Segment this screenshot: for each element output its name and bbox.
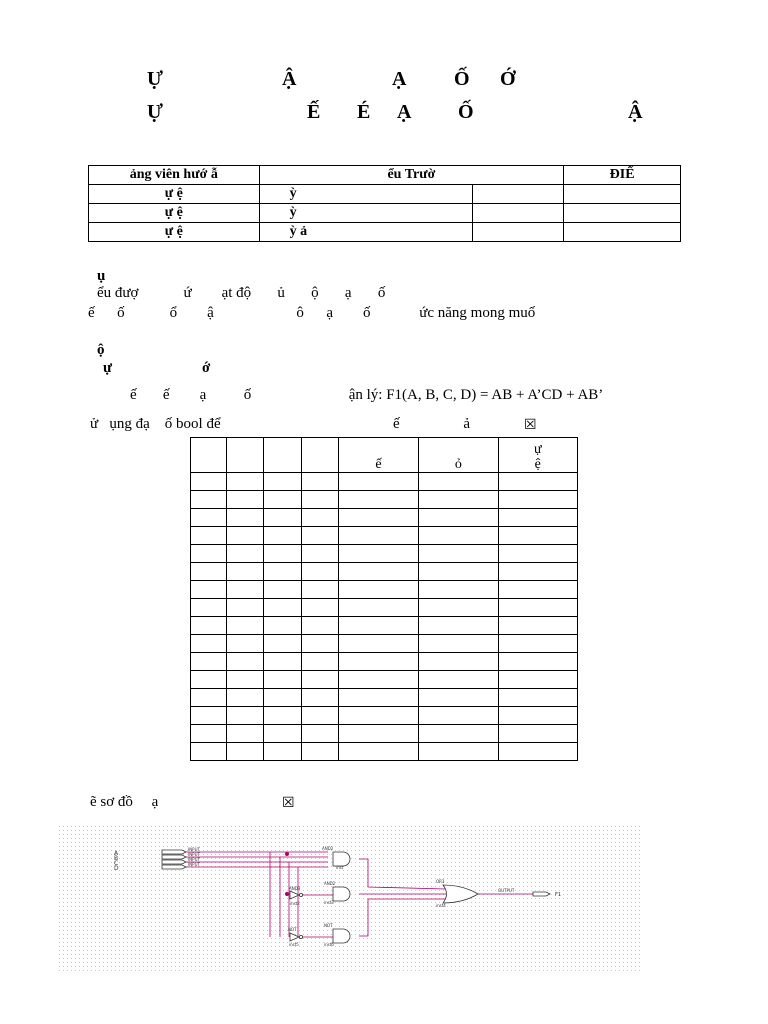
table-cell[interactable] (338, 473, 418, 491)
table-cell: ỳ ả (259, 223, 473, 242)
header-glyph: Ế (307, 101, 321, 123)
table-cell[interactable] (264, 491, 301, 509)
table-cell[interactable] (498, 599, 577, 617)
table-cell[interactable] (264, 545, 301, 563)
table-cell[interactable] (227, 725, 264, 743)
table-cell[interactable] (419, 491, 498, 509)
output-pin (533, 892, 550, 896)
table-cell[interactable] (191, 653, 227, 671)
table-cell[interactable] (419, 653, 498, 671)
table-header-cell (264, 438, 301, 473)
table-cell[interactable] (227, 599, 264, 617)
header-glyph: Ậ (628, 101, 643, 123)
table-cell[interactable] (419, 671, 498, 689)
table-cell[interactable] (338, 563, 418, 581)
table-cell[interactable] (191, 725, 227, 743)
table-row (191, 509, 578, 527)
input-tag: INPUT (188, 847, 200, 852)
input-pin (162, 865, 186, 869)
table-header-cell (301, 438, 338, 473)
table-cell[interactable] (419, 617, 498, 635)
table-cell[interactable] (419, 707, 498, 725)
table-cell[interactable] (498, 491, 577, 509)
table-header-cell (338, 438, 418, 473)
table-cell[interactable] (191, 743, 227, 761)
table-cell[interactable] (338, 509, 418, 527)
table-cell: ĐIỂ (564, 166, 681, 185)
table-row (191, 725, 578, 743)
table-cell[interactable] (191, 689, 227, 707)
header-text: ế (375, 457, 382, 472)
table-row (191, 707, 578, 725)
wire-junction (285, 852, 289, 856)
table-cell: ự ệ (89, 185, 260, 204)
table-cell[interactable] (227, 671, 264, 689)
table-row (191, 671, 578, 689)
table-cell[interactable] (227, 743, 264, 761)
table-cell[interactable] (191, 581, 227, 599)
not-bubble (299, 893, 302, 896)
table-cell[interactable] (419, 545, 498, 563)
table-cell[interactable] (264, 743, 301, 761)
section-heading: ụ (97, 268, 106, 284)
table-cell[interactable] (264, 671, 301, 689)
not-bubble (299, 935, 302, 938)
inst-label: inst (336, 865, 344, 870)
table-cell (564, 204, 681, 223)
table-row (191, 653, 578, 671)
table-cell[interactable] (301, 725, 338, 743)
table-row (191, 635, 578, 653)
task-text: ế ả (393, 416, 471, 432)
output-tag: OUTPUT (498, 888, 515, 893)
table-cell[interactable] (498, 707, 577, 725)
table-cell: ự ệ (89, 223, 260, 242)
info-table (88, 165, 681, 242)
section-subheading: ự ớ (103, 360, 211, 376)
inst-label: inst4 (436, 903, 446, 908)
table-cell[interactable] (264, 527, 301, 545)
table-cell[interactable] (301, 527, 338, 545)
table-cell[interactable] (191, 617, 227, 635)
grid-background (58, 825, 640, 973)
table-row (191, 689, 578, 707)
checkbox-icon[interactable]: ☒ (524, 417, 537, 433)
table-cell[interactable] (227, 509, 264, 527)
table-cell[interactable] (301, 509, 338, 527)
table-header-row (191, 438, 578, 473)
table-header-cell (419, 438, 498, 473)
table-cell[interactable] (227, 545, 264, 563)
table-cell[interactable] (227, 527, 264, 545)
paragraph-line: ểu đượ ứ ạt độ ủ ộ ạ ố (97, 285, 386, 301)
table-cell[interactable] (338, 617, 418, 635)
input-pin-label: D (114, 865, 119, 872)
table-cell[interactable] (338, 599, 418, 617)
table-cell[interactable] (338, 653, 418, 671)
input-tag: INPUT (188, 862, 200, 867)
table-row (191, 527, 578, 545)
table-cell: ểu Trườ (259, 166, 564, 185)
table-cell[interactable] (419, 743, 498, 761)
table-cell[interactable] (338, 689, 418, 707)
header-glyph: É (357, 101, 371, 123)
table-cell[interactable] (227, 707, 264, 725)
table-cell (564, 185, 681, 204)
table-cell[interactable] (264, 563, 301, 581)
table-cell[interactable] (498, 545, 577, 563)
table-cell[interactable] (498, 473, 577, 491)
inst-label: inst2 (290, 901, 300, 906)
table-cell[interactable] (191, 527, 227, 545)
gate-label: AND3 (289, 886, 301, 891)
table-cell[interactable] (338, 581, 418, 599)
input-pin (162, 855, 186, 859)
table-cell[interactable] (301, 635, 338, 653)
table-cell[interactable] (227, 491, 264, 509)
table-cell[interactable] (301, 653, 338, 671)
table-cell[interactable] (301, 563, 338, 581)
table-cell[interactable] (301, 581, 338, 599)
and-gate (333, 852, 350, 866)
table-cell: ỳ (259, 204, 473, 223)
table-cell[interactable] (338, 743, 418, 761)
table-cell[interactable] (301, 599, 338, 617)
table-cell (473, 223, 564, 242)
checkbox-icon[interactable]: ☒ (282, 795, 295, 811)
header-text: ệ (534, 457, 541, 472)
table-cell[interactable] (227, 581, 264, 599)
circuit-schematic (58, 825, 640, 973)
table-row (191, 563, 578, 581)
table-cell[interactable] (264, 617, 301, 635)
table-cell[interactable] (338, 491, 418, 509)
table-cell: ảng viên hướ ẫ (89, 166, 260, 185)
table-cell[interactable] (498, 671, 577, 689)
header-glyph: Ậ (282, 68, 297, 90)
output-name: F1 (555, 892, 562, 898)
table-cell[interactable] (264, 707, 301, 725)
table-cell[interactable] (227, 635, 264, 653)
table-cell[interactable] (191, 491, 227, 509)
table-row (89, 166, 681, 185)
table-cell[interactable] (498, 581, 577, 599)
table-cell[interactable] (498, 563, 577, 581)
table-cell[interactable] (191, 671, 227, 689)
table-cell[interactable] (264, 599, 301, 617)
table-row (89, 185, 681, 204)
gate-label: NOT (288, 927, 297, 932)
table-cell[interactable] (264, 473, 301, 491)
table-cell[interactable] (498, 689, 577, 707)
table-cell[interactable] (227, 563, 264, 581)
table-row (89, 223, 681, 242)
table-cell[interactable] (498, 617, 577, 635)
table-cell (473, 185, 564, 204)
task-text: ế ế ạ ố ận lý: F1(A, B, C, D) = AB + A’CD + AB’ (130, 387, 604, 403)
table-cell[interactable] (498, 527, 577, 545)
gate-label: AND2 (322, 846, 334, 851)
table-row (89, 204, 681, 223)
header-glyph: Ố (458, 101, 474, 123)
header-glyph: Ố (454, 68, 470, 90)
table-cell[interactable] (301, 743, 338, 761)
task-text: ẽ sơ đồ ạ (90, 794, 159, 810)
table-row (191, 581, 578, 599)
table-cell[interactable] (301, 473, 338, 491)
header-glyph: Ạ (397, 101, 412, 123)
table-cell[interactable] (191, 509, 227, 527)
input-pin-label: A (114, 850, 119, 857)
table-cell: ỳ (259, 185, 473, 204)
table-cell[interactable] (419, 599, 498, 617)
table-cell[interactable] (227, 617, 264, 635)
table-header-cell (191, 438, 227, 473)
table-cell[interactable] (419, 509, 498, 527)
table-cell[interactable] (191, 473, 227, 491)
input-tag: INPUT (188, 857, 200, 862)
table-cell[interactable] (498, 635, 577, 653)
table-cell[interactable] (338, 707, 418, 725)
task-text: ử ụng đạ ố bool để (90, 416, 221, 432)
table-row (191, 473, 578, 491)
table-row (191, 743, 578, 761)
table-cell[interactable] (264, 635, 301, 653)
input-pin-label: B (114, 855, 119, 862)
table-cell[interactable] (338, 635, 418, 653)
table-cell[interactable] (264, 581, 301, 599)
table-cell[interactable] (338, 725, 418, 743)
header-glyph: Ự (147, 101, 163, 123)
section-heading: ộ (97, 342, 105, 358)
table-cell[interactable] (191, 599, 227, 617)
table-cell (473, 204, 564, 223)
and-gate (333, 929, 350, 943)
input-pin (162, 850, 186, 854)
input-tag: INPUT (188, 852, 200, 857)
header-text: ỏ (454, 457, 462, 472)
table-cell[interactable] (419, 689, 498, 707)
wire-junction (285, 892, 289, 896)
table-cell[interactable] (419, 473, 498, 491)
header-glyph: Ự (147, 68, 163, 90)
table-cell[interactable] (301, 545, 338, 563)
header-text: ự (533, 442, 542, 457)
table-cell[interactable] (301, 707, 338, 725)
gate-label: AND2 (324, 881, 336, 886)
table-cell[interactable] (419, 581, 498, 599)
table-row (191, 545, 578, 563)
table-cell[interactable] (301, 491, 338, 509)
table-cell[interactable] (498, 743, 577, 761)
table-cell[interactable] (498, 653, 577, 671)
table-cell[interactable] (301, 689, 338, 707)
gate-label: NOT (324, 923, 333, 928)
gate-label: OR3 (436, 879, 445, 884)
table-row (191, 599, 578, 617)
input-pin-label: C (114, 860, 119, 867)
table-row (191, 617, 578, 635)
table-cell[interactable] (227, 473, 264, 491)
header-glyph: Ạ (392, 68, 407, 90)
header-glyph: Ớ (500, 68, 516, 90)
table-cell[interactable] (264, 725, 301, 743)
table-cell (564, 223, 681, 242)
input-pin (162, 860, 186, 864)
table-cell[interactable] (419, 635, 498, 653)
table-cell[interactable] (419, 527, 498, 545)
table-header-cell (227, 438, 264, 473)
paragraph-line: ế ố ổ ậ ô ạ ố ức năng mong muố (88, 305, 536, 321)
table-cell[interactable] (191, 545, 227, 563)
table-cell[interactable] (498, 725, 577, 743)
table-cell[interactable] (338, 545, 418, 563)
table-cell[interactable] (191, 707, 227, 725)
table-cell[interactable] (191, 635, 227, 653)
truth-table (190, 437, 578, 761)
table-cell[interactable] (419, 725, 498, 743)
table-cell[interactable] (227, 689, 264, 707)
table-cell[interactable] (338, 527, 418, 545)
table-cell[interactable] (191, 563, 227, 581)
inst-label: inst3 (324, 900, 334, 905)
inst-label: inst6 (324, 942, 334, 947)
table-cell[interactable] (301, 617, 338, 635)
table-cell[interactable] (338, 671, 418, 689)
table-cell[interactable] (419, 563, 498, 581)
table-cell[interactable] (227, 653, 264, 671)
table-row (191, 491, 578, 509)
table-cell[interactable] (264, 653, 301, 671)
table-cell[interactable] (264, 689, 301, 707)
table-cell[interactable] (301, 671, 338, 689)
inst-label: inst5 (289, 942, 299, 947)
table-cell[interactable] (498, 509, 577, 527)
table-cell: ự ệ (89, 204, 260, 223)
table-header-cell (498, 438, 577, 473)
table-cell[interactable] (264, 509, 301, 527)
and-gate (333, 887, 350, 901)
